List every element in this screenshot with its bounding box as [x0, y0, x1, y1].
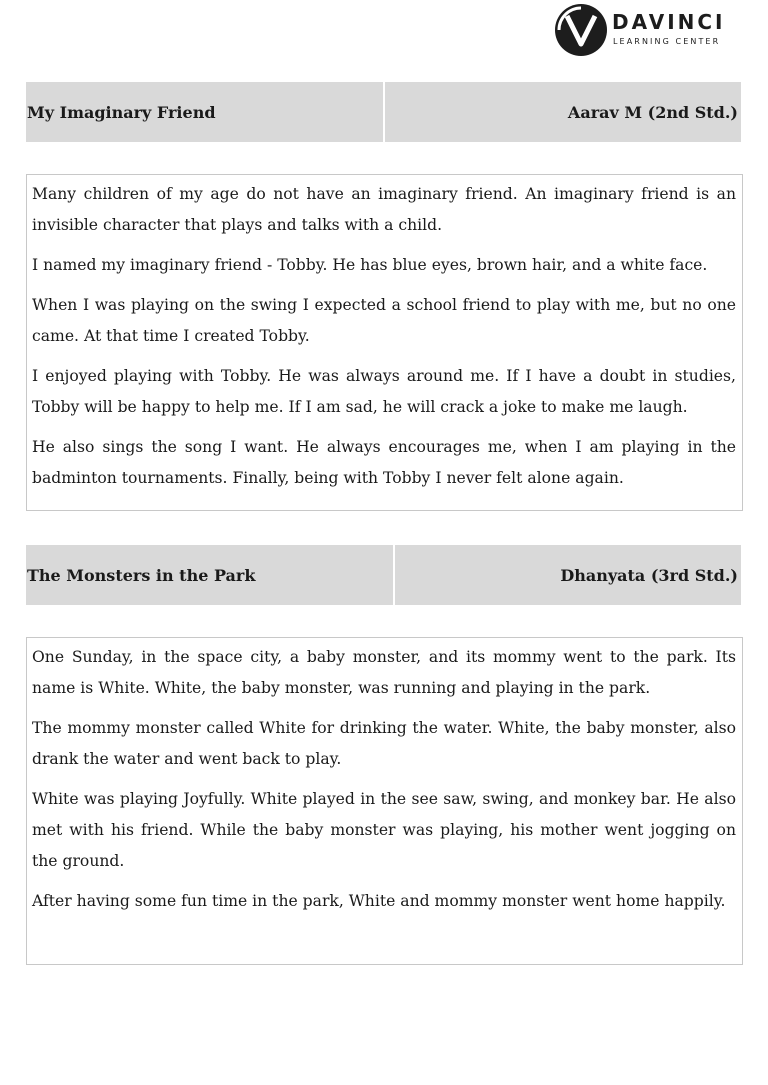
story-2-body — [26, 637, 743, 965]
logo-brand-text: DAVINCI — [612, 10, 726, 34]
story-2-paragraph: White was playing Joyfully. White played in the see saw, swing, and monkey bar. He also met with his friend. While the baby monster was playing, his mother went jogging on the ground. — [32, 790, 736, 870]
story-1-paragraph: When I was playing on the swing I expected a school friend to play with me, but no one came. At that time I created Tobby. — [32, 296, 736, 345]
story-2-paragraph: The mommy monster called White for drinking the water. White, the baby monster, also drank the water and went back to play. — [32, 719, 736, 768]
story-2-header — [26, 545, 741, 605]
logo-subtitle-text: LEARNING CENTER — [613, 37, 721, 46]
story-1-paragraph: I enjoyed playing with Tobby. He was always around me. If I have a doubt in studies, Tobby will be happy to help me. If I am sad, he will crack a joke to make me laugh. — [32, 367, 736, 416]
story-2-author: Dhanyata (3rd Std.) — [393, 545, 741, 605]
story-1-paragraph: I named my imaginary friend - Tobby. He has blue eyes, brown hair, and a white face. — [32, 256, 708, 274]
story-1-title: My Imaginary Friend — [26, 82, 383, 142]
story-1-paragraph: Many children of my age do not have an imaginary friend. An imaginary friend is an invisible character that plays and talks with a child. — [32, 185, 736, 234]
story-2-title: The Monsters in the Park — [26, 545, 393, 605]
story-2-paragraph: After having some fun time in the park, White and mommy monster went home happily. — [32, 892, 726, 910]
story-1-header — [26, 82, 741, 142]
story-2-paragraph: One Sunday, in the space city, a baby monster, and its mommy went to the park. Its name is White. White, the baby monster, was running and playing in the park. — [32, 648, 736, 697]
story-1-body — [26, 174, 743, 511]
story-1-paragraph: He also sings the song I want. He always encourages me, when I am playing in the badminton tournaments. Finally, being with Tobby I never felt alone again. — [32, 438, 736, 487]
dv-monogram-icon — [553, 2, 609, 58]
story-1-author: Aarav M (2nd Std.) — [383, 82, 741, 142]
davinci-logo — [553, 2, 743, 58]
